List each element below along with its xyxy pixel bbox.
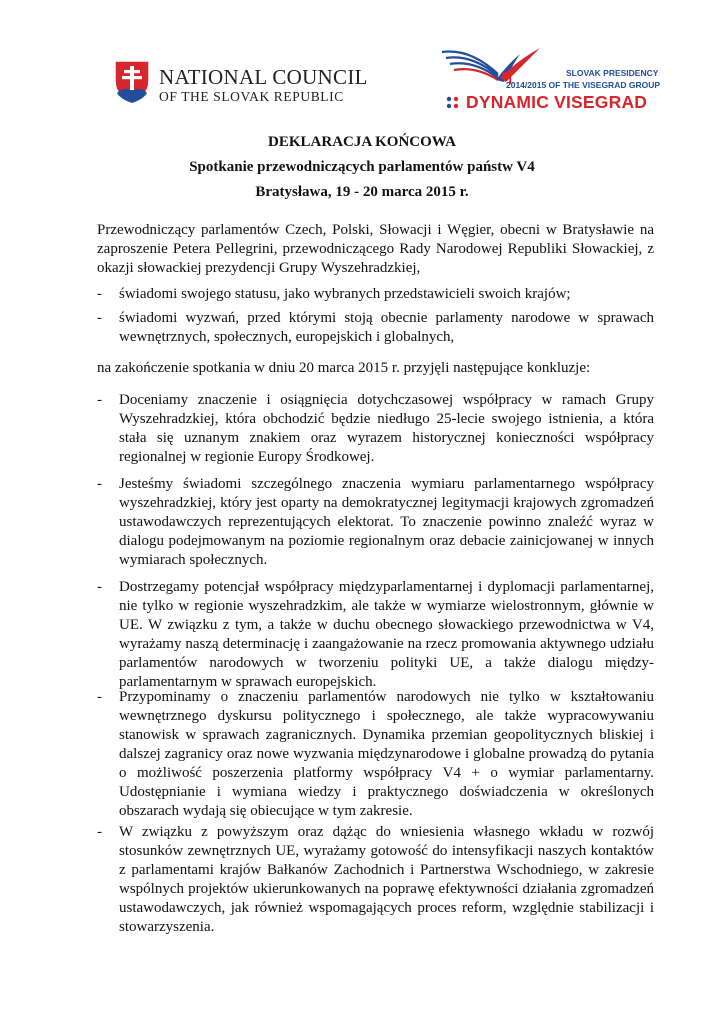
document-title: DEKLARACJA KOŃCOWA <box>268 134 456 150</box>
bullet-dash: - <box>97 286 102 302</box>
bullet-text: Doceniamy znaczenie i osiągnięcia dotychczasowej współpracy w ramach Grupy Wyszehradzkiej, która obchodzić będzie niedługo 25-lecie swojego istnienia, a która stała się uznanym znakiem oraz wyrazem historycznej konieczności współpracy regionalnej w regionie Europy Środkowej. <box>119 392 654 465</box>
list-item <box>97 475 654 570</box>
list-item <box>97 578 654 692</box>
bullet-dash: - <box>97 392 102 408</box>
document-date: Bratysława, 19 - 20 marca 2015 r. <box>255 184 469 200</box>
list-item <box>97 285 654 304</box>
list-item <box>97 309 654 347</box>
bullet-text: Przypominamy o znaczeniu parlamentów narodowych nie tylko w kształtowaniu wewnętrznego dyskursu politycznego i społecznego, ale także wypracowywaniu stanowisk w sprawach zagranicznych. Dynamika przemian geopolitycznych bliskiej i dalszej zagranicy oraz nowe wyzwania międzynarodowe i globalne prowadzą do pytania o możliwość poszerzenia platformy współpracy V4 + o wymiar parlamentarny. Udostępnianie i wymiana wiedzy i praktycznego doświadczenia w określonych obszarach wydają się obiecujące w tym zakresie. <box>119 689 654 819</box>
bullet-text: świadomi swojego statusu, jako wybranych przedstawicieli swoich krajów; <box>119 286 571 302</box>
bullet-text: W związku z powyższym oraz dążąc do wniesienia własnego wkładu w rozwój stosunków zewnętrznych UE, wyrażamy gotowość do intensyfikacji naszych kontaktów z parlamentami krajów Bałkanów Zachodnich i Partnerstwa Wschodniego, w zakresie wspólnych projektów ukierunkowanych na poprawę efektywności działania zgromadzeń ustawodawczych, jak również wspomagających proces reform, względnie stabilizacji i stowarzyszenia. <box>119 824 654 935</box>
closing-paragraph: na zakończenie spotkania w dniu 20 marca 2015 r. przyjęli następujące konkluzje: <box>97 360 591 376</box>
bullet-text: świadomi wyzwań, przed którymi stoją obecnie parlamenty narodowe w sprawach wewnętrznych, społecznych, europejskich i globalnych, <box>119 310 654 345</box>
national-council-logo <box>113 59 368 109</box>
list-item <box>97 391 654 467</box>
document-subtitle: Spotkanie przewodniczących parlamentów państw V4 <box>189 159 535 175</box>
bullet-dash: - <box>97 310 102 326</box>
presidency-line-1: SLOVAK PRESIDENCY <box>566 68 659 78</box>
presidency-line-2: 2014/2015 OF THE VISEGRAD GROUP <box>506 80 660 90</box>
dots-icon <box>446 96 464 110</box>
dynamic-visegrad-logo <box>440 44 662 116</box>
list-item <box>97 823 654 937</box>
bullet-dash: - <box>97 476 102 492</box>
bullet-dash: - <box>97 579 102 595</box>
logo-line-1: NATIONAL COUNCIL <box>159 65 368 89</box>
bullet-text: Dostrzegamy potencjał współpracy międzyparlamentarnej i dyplomacji parlamentarnej, nie tylko w regionie wyszehradzkim, ale także w wymiarze wielostronnym, głównie w UE. W związku z tym, a także w duchu obecnego słowackiego przewodnictwa w V4, wyrażamy naszą determinację i zaangażowanie na rzecz promowania aktywnego udziału parlamentów narodowych w tworzeniu polityki UE, a także dialogu między-parlamentarnym w sprawach europejskich. <box>119 579 654 690</box>
intro-paragraph: Przewodniczący parlamentów Czech, Polski, Słowacji i Węgier, obecni w Bratysławie na zaproszenie Petera Pellegrini, przewodniczącego Rady Narodowej Republiki Słowackiej, z okazji słowackiej prezydencji Grupy Wyszehradzkiej, <box>97 222 654 276</box>
bullet-text: Jesteśmy świadomi szczególnego znaczenia wymiaru parlamentarnego współpracy wyszehradzkiej, który jest oparty na demokratycznej legitymacji krajowych zgromadzeń ustawodawczych reprezentujących elektorat. To znaczenie powinno znaleźć wyraz w dialogu podejmowanym na poziomie regionalnym oraz debacie zainicjowanej w innych wymiarach społecznych. <box>119 476 654 568</box>
slovak-crest-icon <box>113 59 151 105</box>
list-item <box>97 688 654 821</box>
dynamic-visegrad-wordmark: DYNAMIC VISEGRAD <box>466 92 648 112</box>
logo-line-2: OF THE SLOVAK REPUBLIC <box>159 89 344 104</box>
bullet-dash: - <box>97 689 102 705</box>
bullet-dash: - <box>97 824 102 840</box>
